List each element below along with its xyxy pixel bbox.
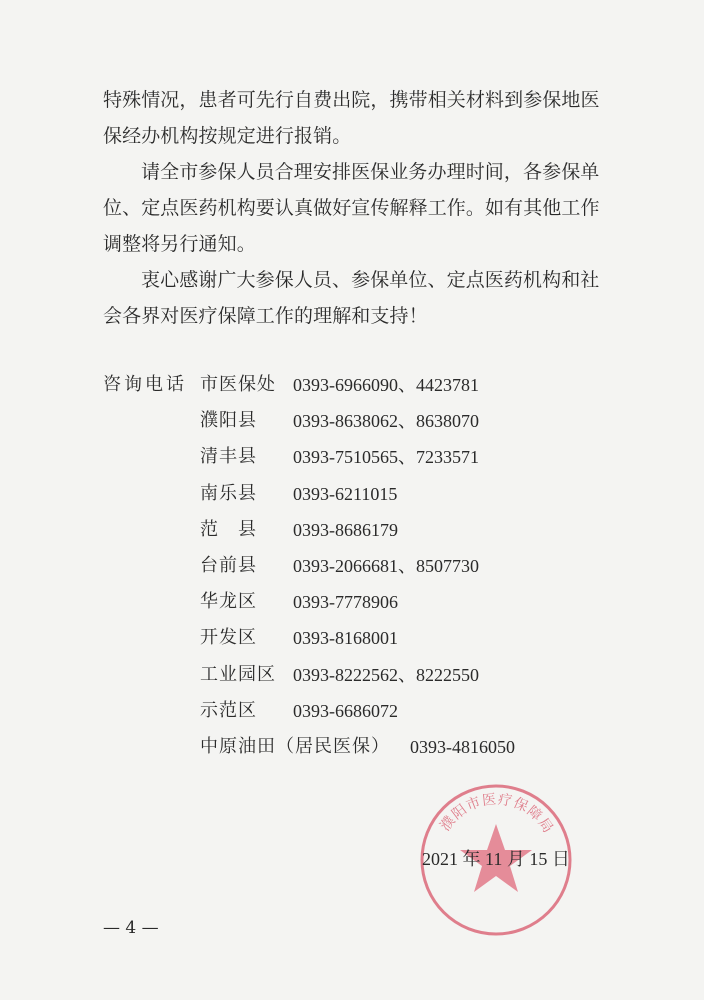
paragraph-line: 特殊情况，患者可先行自费出院，携带相关材料到参保地医 [103, 89, 600, 111]
paragraph-line: 调整将另行通知。 [103, 233, 256, 255]
contact-phone: 0393-7510565、7233571 [293, 447, 479, 468]
contact-name: 南乐县 [200, 482, 257, 504]
contact-phone: 0393-7778906 [293, 592, 398, 613]
paragraph-line: 位、定点医药机构要认真做好宣传解释工作。如有其他工作 [103, 197, 600, 219]
contact-phone: 0393-8222562、8222550 [293, 664, 479, 685]
contact-name: 清丰县 [200, 446, 257, 468]
contact-phone: 0393-4816050 [410, 737, 515, 757]
paragraph-line: 会各界对医疗保障工作的理解和支持！ [103, 305, 428, 327]
paragraph-line: 请全市参保人员合理安排医保业务办理时间，各参保单 [141, 161, 600, 183]
contact-phone: 0393-8168001 [293, 628, 398, 649]
paragraph-line: 保经办机构按规定进行报销。 [103, 125, 352, 147]
page-number: — 4 — [103, 918, 159, 938]
contact-name: 示范区 [200, 699, 257, 721]
contacts-label: 咨询电话 [103, 374, 187, 395]
seal-text: 濮阳市医疗保障局 [437, 791, 557, 837]
contact-name: 范 县 [200, 518, 257, 540]
contact-phone: 0393-6686072 [293, 700, 398, 721]
contact-phone: 0393-8638062、8638070 [293, 411, 479, 432]
contact-name: 华龙区 [200, 591, 257, 613]
contact-phone: 0393-2066681、8507730 [293, 556, 479, 576]
contact-name: 中原油田（居民医保） [200, 736, 390, 757]
date: 2021 年 11 月 15 日 [422, 849, 570, 869]
contact-name: 市医保处 [200, 374, 276, 395]
contact-name: 工业园区 [200, 663, 276, 685]
contact-phone: 0393-8686179 [293, 519, 398, 540]
contact-name: 濮阳县 [200, 410, 257, 432]
contact-phone: 0393-6966090、4423781 [293, 375, 479, 395]
contact-name: 台前县 [200, 555, 257, 576]
contact-phone: 0393-6211015 [293, 483, 398, 504]
paragraph-line: 衷心感谢广大参保人员、参保单位、定点医药机构和社 [141, 269, 600, 291]
contact-name: 开发区 [200, 627, 257, 649]
